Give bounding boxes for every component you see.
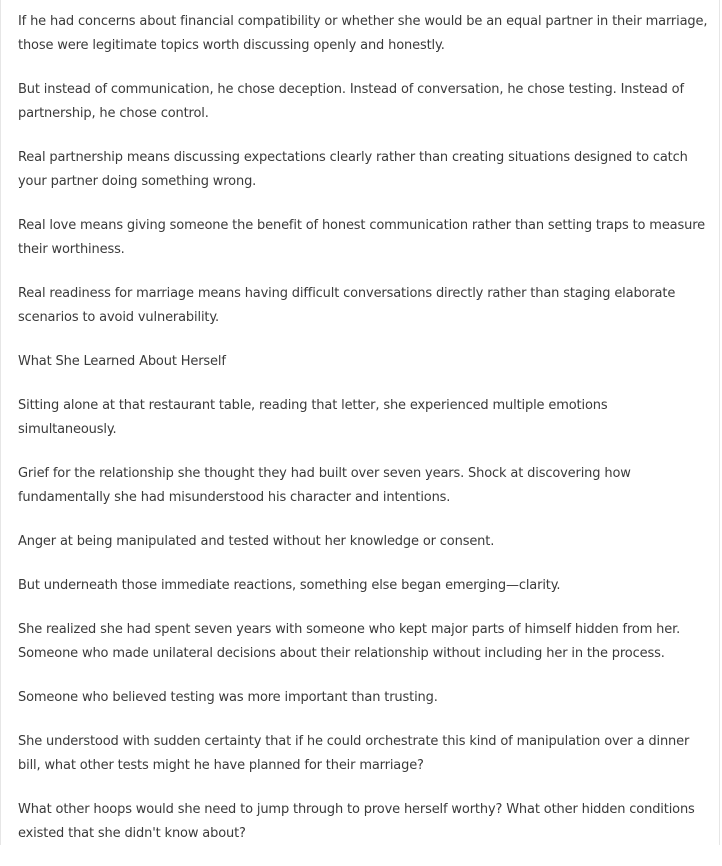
paragraph-real-partnership: Real partnership means discussing expectations clearly rather than creating situations designed to catch your partner doing something wrong. [18,150,688,189]
paragraph-grief: Grief for the relationship she thought they had built over seven years. Shock at discovering how fundamentally she had misunderstood his character and intentions. [18,466,631,505]
section-heading: What She Learned About Herself [18,354,226,369]
paragraph-real-readiness: Real readiness for marriage means having difficult conversations directly rather than staging elaborate scenarios to avoid vulnerability. [18,286,676,325]
paragraph-financial-compatibility: If he had concerns about financial compatibility or whether she would be an equal partner in their marriage, those were legitimate topics worth discussing openly and honestly. [18,14,708,53]
paragraph-seven-years: She realized she had spent seven years with someone who kept major parts of himself hidden from her. Someone who made unilateral decisions about their relationship without including her in the process. [18,622,681,661]
paragraph-clarity: But underneath those immediate reactions, something else began emerging—clarity. [18,578,561,593]
paragraph-sudden-certainty: She understood with sudden certainty that if he could orchestrate this kind of manipulation over a dinner bill, what other tests might he have planned for their marriage? [18,734,690,773]
paragraph-other-hoops: What other hoops would she need to jump through to prove herself worthy? What other hidden conditions existed that she didn't know about? [18,802,695,841]
paragraph-real-love: Real love means giving someone the benefit of honest communication rather than setting traps to measure their worthiness. [18,218,705,257]
article-body [18,10,708,866]
paragraph-anger: Anger at being manipulated and tested without her knowledge or consent. [18,534,495,549]
paragraph-deception: But instead of communication, he chose deception. Instead of conversation, he chose testing. Instead of partnership, he chose control. [18,82,684,121]
paragraph-restaurant-table: Sitting alone at that restaurant table, reading that letter, she experienced multiple emotions simultaneously. [18,398,608,437]
paragraph-testing-trusting: Someone who believed testing was more important than trusting. [18,690,438,705]
